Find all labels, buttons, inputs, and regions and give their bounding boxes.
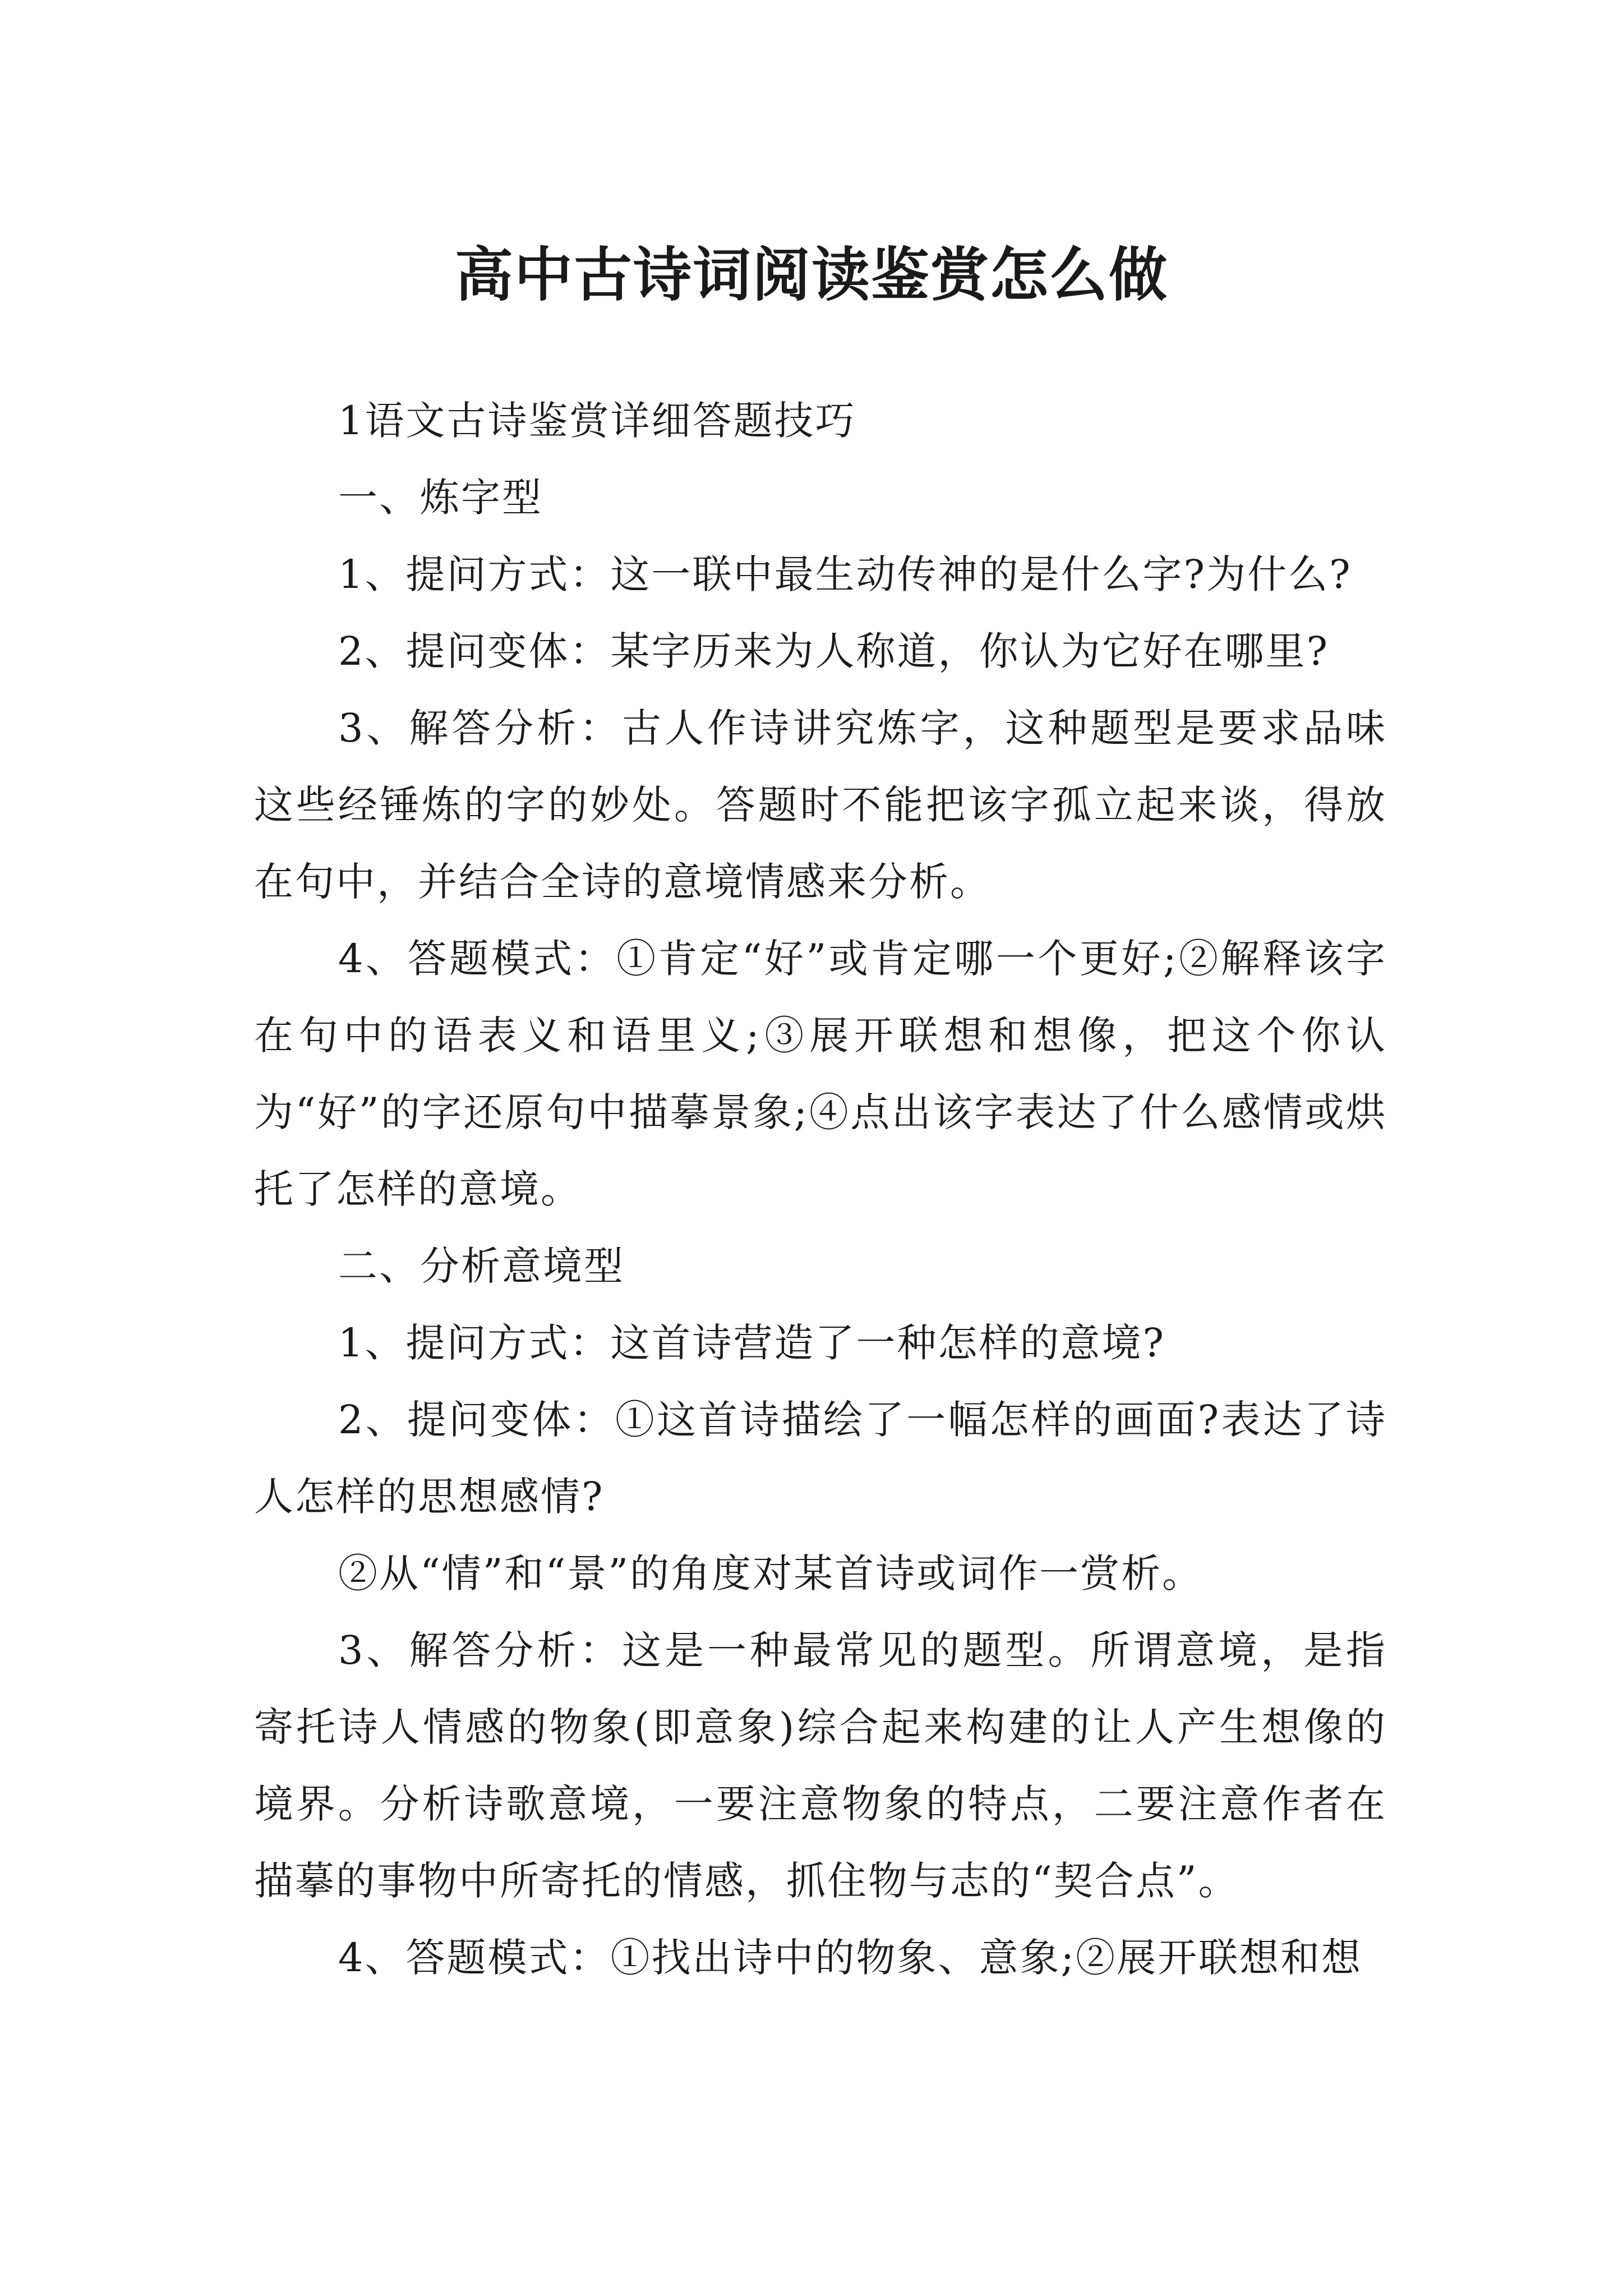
paragraph: 1、提问方式：这一联中最生动传神的是什么字?为什么?: [338, 551, 1352, 597]
paragraph: 4、答题模式：①找出诗中的物象、意象;②展开联想和想: [338, 1935, 1363, 1981]
paragraph-section-heading: 1语文古诗鉴赏详细答题技巧: [338, 398, 856, 444]
paragraph: 1、提问方式：这首诗营造了一种怎样的意境?: [338, 1320, 1166, 1366]
document-body: [254, 383, 1387, 1996]
paragraph: 4、答题模式：①肯定“好”或肯定哪一个更好;②解释该字在句中的语表义和语里义;③展开联想和想像，把这个你认为“好”的字还原句中描摹景象;④点出该字表达了什么感情或烘托了怎样的意境。: [254, 936, 1387, 1212]
paragraph-subheading-1: 一、炼字型: [338, 475, 543, 521]
paragraph-subheading-2: 二、分析意境型: [338, 1243, 625, 1289]
document-title: 高中古诗词阅读鉴赏怎么做: [454, 240, 1168, 309]
paragraph: ②从“情”和“景”的角度对某首诗或词作一赏析。: [338, 1550, 1204, 1596]
paragraph: 3、解答分析：古人作诗讲究炼字，这种题型是要求品味这些经锤炼的字的妙处。答题时不能把该字孤立起来谈，得放在句中，并结合全诗的意境情感来分析。: [254, 705, 1387, 905]
paragraph: 2、提问变体：某字历来为人称道，你认为它好在哪里?: [338, 628, 1330, 674]
paragraph: 3、解答分析：这是一种最常见的题型。所谓意境，是指寄托诗人情感的物象(即意象)综合起来构建的让人产生想像的境界。分析诗歌意境，一要注意物象的特点，二要注意作者在描摹的事物中所寄托的情感，抓住物与志的“契合点”。: [254, 1627, 1387, 1904]
paragraph: 2、提问变体：①这首诗描绘了一幅怎样的画面?表达了诗人怎样的思想感情?: [254, 1397, 1387, 1520]
